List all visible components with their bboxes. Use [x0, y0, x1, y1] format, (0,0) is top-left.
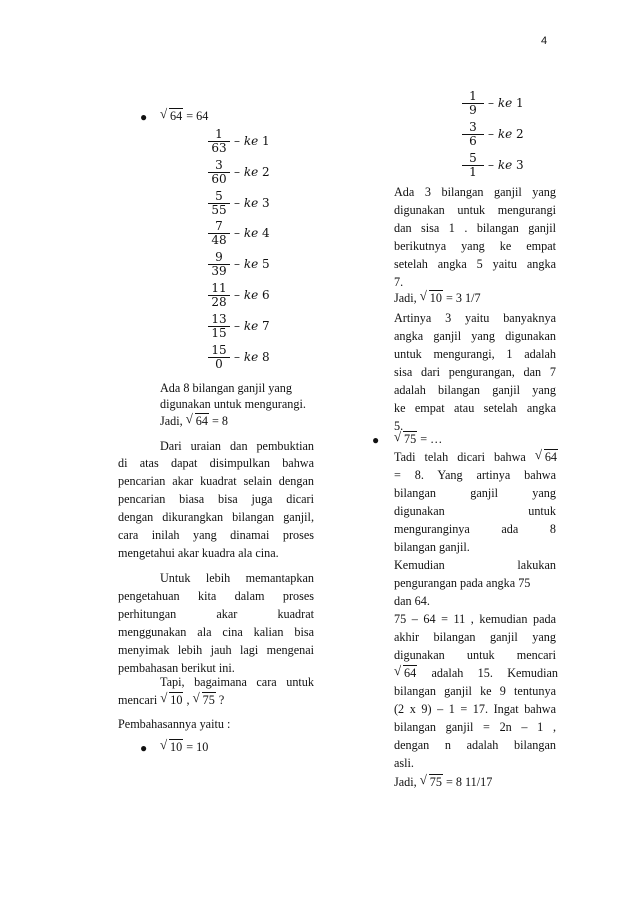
artinya-line: 5.: [394, 419, 404, 433]
ada3-line: digunakan untuk mengurangi: [394, 203, 556, 217]
ada3-line: setelah angka 5 yaitu angka: [394, 257, 556, 271]
p2-line: menggunakan ala cina kalian bisa: [118, 625, 314, 639]
kemudian-line: dan 64.: [394, 594, 430, 608]
fraction-item: [208, 281, 270, 309]
kemudian-line: pengurangan pada angka 75: [394, 576, 531, 590]
bullet-icon: ●: [140, 110, 148, 124]
fraction-label: – ke 8: [234, 349, 270, 364]
sqrt-symbol-icon: √ 10: [160, 739, 183, 755]
fraction-denominator: 28: [211, 295, 227, 309]
calc2-line: bilangan ganjil = 2n – 1 ,: [394, 720, 556, 734]
b2-line: = 8. Yang artinya bahwa: [394, 468, 556, 482]
p1-line: cara inilah yang dinamai proses: [118, 528, 314, 542]
fraction-denominator: 1: [469, 164, 477, 179]
page-number: 4: [541, 35, 548, 47]
calc2-line: bilangan ganjil ke 9 tentunya: [394, 684, 556, 698]
p1-line: pencarian biasa bisa juga dicari: [118, 492, 314, 506]
fraction-label: – ke 2: [488, 126, 524, 141]
jadi-sqrt64: Jadi, √ 64 = 8: [160, 413, 228, 429]
p1-line: dengan dikurangkan bilangan ganjil,: [118, 510, 314, 524]
fraction-label: – ke 3: [234, 195, 270, 210]
fraction-numerator: 5: [469, 150, 477, 165]
sqrt-symbol-icon: √ 75: [394, 431, 417, 447]
fraction-numerator: 15: [211, 342, 227, 357]
sqrt-symbol-icon: √ 64: [186, 413, 209, 429]
fraction-label: – ke 2: [234, 164, 270, 179]
fraction-item: [462, 150, 524, 179]
sqrt-symbol-icon: √ 10: [420, 290, 443, 306]
fraction-numerator: 11: [211, 281, 227, 295]
fraction-denominator: 15: [211, 325, 227, 340]
fraction-numerator: 7: [215, 219, 223, 234]
sqrt-symbol-icon: √ 64: [160, 108, 183, 124]
ada3-line: berikutnya yang ke empat: [394, 239, 556, 253]
calc2-line: (2 x 9) – 1 = 17. Ingat bahwa: [394, 702, 556, 716]
fraction-numerator: 3: [215, 157, 223, 172]
fraction-item: [208, 219, 270, 248]
jadi-sqrt75: Jadi, √ 75 = 8 11/17: [394, 774, 492, 790]
b2-line: menguranginya ada 8: [394, 522, 556, 536]
b2-line: bilangan ganjil.: [394, 540, 470, 554]
fraction-item: [462, 119, 524, 148]
sqrt-symbol-icon: √ 75: [420, 774, 443, 790]
fraction-denominator: 55: [211, 202, 227, 217]
fraction-item: [208, 188, 270, 217]
fraction-label: – ke 1: [488, 96, 524, 110]
fraction-label: – ke 6: [234, 288, 270, 302]
tadi-line: Tadi telah dicari bahwa √ 64: [394, 449, 558, 465]
bullet-icon: ●: [372, 433, 380, 447]
p1-line: Dari uraian dan pembuktian: [160, 439, 314, 453]
sqrt10-equation: √ 10 = 10: [160, 739, 208, 755]
asli-line: asli.: [394, 756, 414, 770]
sqrt-symbol-icon: √ 64: [535, 449, 558, 465]
sqrt64-equation: √ 64 = 64: [160, 108, 208, 124]
calc-line: akhir bilangan ganjil yang: [394, 630, 556, 644]
fraction-label: – ke 4: [234, 226, 270, 241]
artinya-line: ke empat atau setelah angka: [394, 401, 556, 415]
p3-line1: Tapi, bagaimana cara untuk: [160, 675, 314, 689]
artinya-line: Artinya 3 yaitu banyaknya: [394, 311, 556, 325]
sqrt-symbol-icon: √ 75: [193, 692, 216, 708]
ada8-line2: digunakan untuk mengurangi.: [160, 397, 306, 411]
fraction-item: [208, 250, 270, 279]
fraction-denominator: 48: [211, 233, 227, 248]
p1-line: mengetahui akar kuadra ala cina.: [118, 546, 279, 560]
calc-sqrt-line: √ 64 adalah 15. Kemudian: [394, 665, 558, 681]
fraction-denominator: 39: [211, 264, 227, 279]
kemudian-line: Kemudian lakukan: [394, 558, 556, 572]
artinya-line: adalah bilangan ganjil yang: [394, 383, 556, 397]
p1-line: di atas dapat disimpulkan bahwa: [118, 456, 314, 470]
fraction-item: [208, 127, 270, 155]
sqrt-symbol-icon: √ 10: [160, 692, 183, 708]
fraction-label: – ke 7: [234, 318, 270, 333]
artinya-line: angka ganjil yang digunakan: [394, 329, 556, 343]
artinya-line: sisa dari pengurangan, dan 7: [394, 365, 556, 379]
ada3-line: 7.: [394, 275, 404, 289]
fraction-denominator: 60: [211, 171, 227, 186]
fraction-denominator: 9: [469, 103, 477, 117]
p3-line2: mencari √ 10 , √ 75 ?: [118, 692, 224, 708]
fraction-label: – ke 5: [234, 257, 270, 272]
p2-line: pembahasan berikut ini.: [118, 661, 235, 675]
fraction-item: [208, 157, 270, 186]
sqrt75-equation: √ 75 = …: [394, 431, 442, 447]
fraction-label: – ke 1: [234, 134, 270, 148]
calc-line: 75 – 64 = 11 , kemudian pada: [394, 612, 556, 626]
fraction-numerator: 1: [469, 89, 477, 103]
p1-line: pencarian akar kuadrat selain dengan: [118, 474, 314, 488]
b2-line: bilangan ganjil yang: [394, 486, 556, 500]
p2-line: pengetahuan kita dalam proses: [118, 589, 314, 603]
fraction-numerator: 3: [469, 119, 477, 134]
ada3-line: dan sisa 1 . bilangan ganjil: [394, 221, 556, 235]
calc2-line: dengan n adalah bilangan: [394, 738, 556, 752]
p2-line: menyimak lebih jauh lagi mengenai: [118, 643, 314, 657]
bullet-icon: ●: [140, 741, 148, 755]
fraction-denominator: 0: [215, 356, 223, 371]
p2-line: Untuk lebih memantapkan: [160, 571, 314, 585]
calc-line: digunakan untuk mencari: [394, 648, 556, 662]
pembahasan: Pembahasannya yaitu :: [118, 717, 231, 731]
artinya-line: untuk mengurangi, 1 adalah: [394, 347, 556, 361]
b2-line: digunakan untuk: [394, 504, 556, 518]
fraction-denominator: 6: [469, 133, 477, 148]
fraction-item: [208, 342, 270, 371]
ada8-line1: Ada 8 bilangan ganjil yang: [160, 381, 292, 395]
fraction-item: [208, 311, 270, 340]
jadi-sqrt10: Jadi, √ 10 = 3 1/7: [394, 290, 481, 306]
fraction-denominator: 63: [211, 141, 227, 155]
fraction-numerator: 1: [215, 127, 223, 141]
fraction-numerator: 13: [211, 311, 227, 326]
fraction-numerator: 9: [215, 250, 223, 265]
fraction-item: [462, 89, 524, 117]
sqrt-symbol-icon: √ 64: [394, 665, 417, 681]
fraction-numerator: 5: [215, 188, 223, 203]
ada3-line: Ada 3 bilangan ganjil yang: [394, 185, 556, 199]
p2-line: perhitungan akar kuadrat: [118, 607, 314, 621]
fraction-label: – ke 3: [488, 157, 524, 172]
